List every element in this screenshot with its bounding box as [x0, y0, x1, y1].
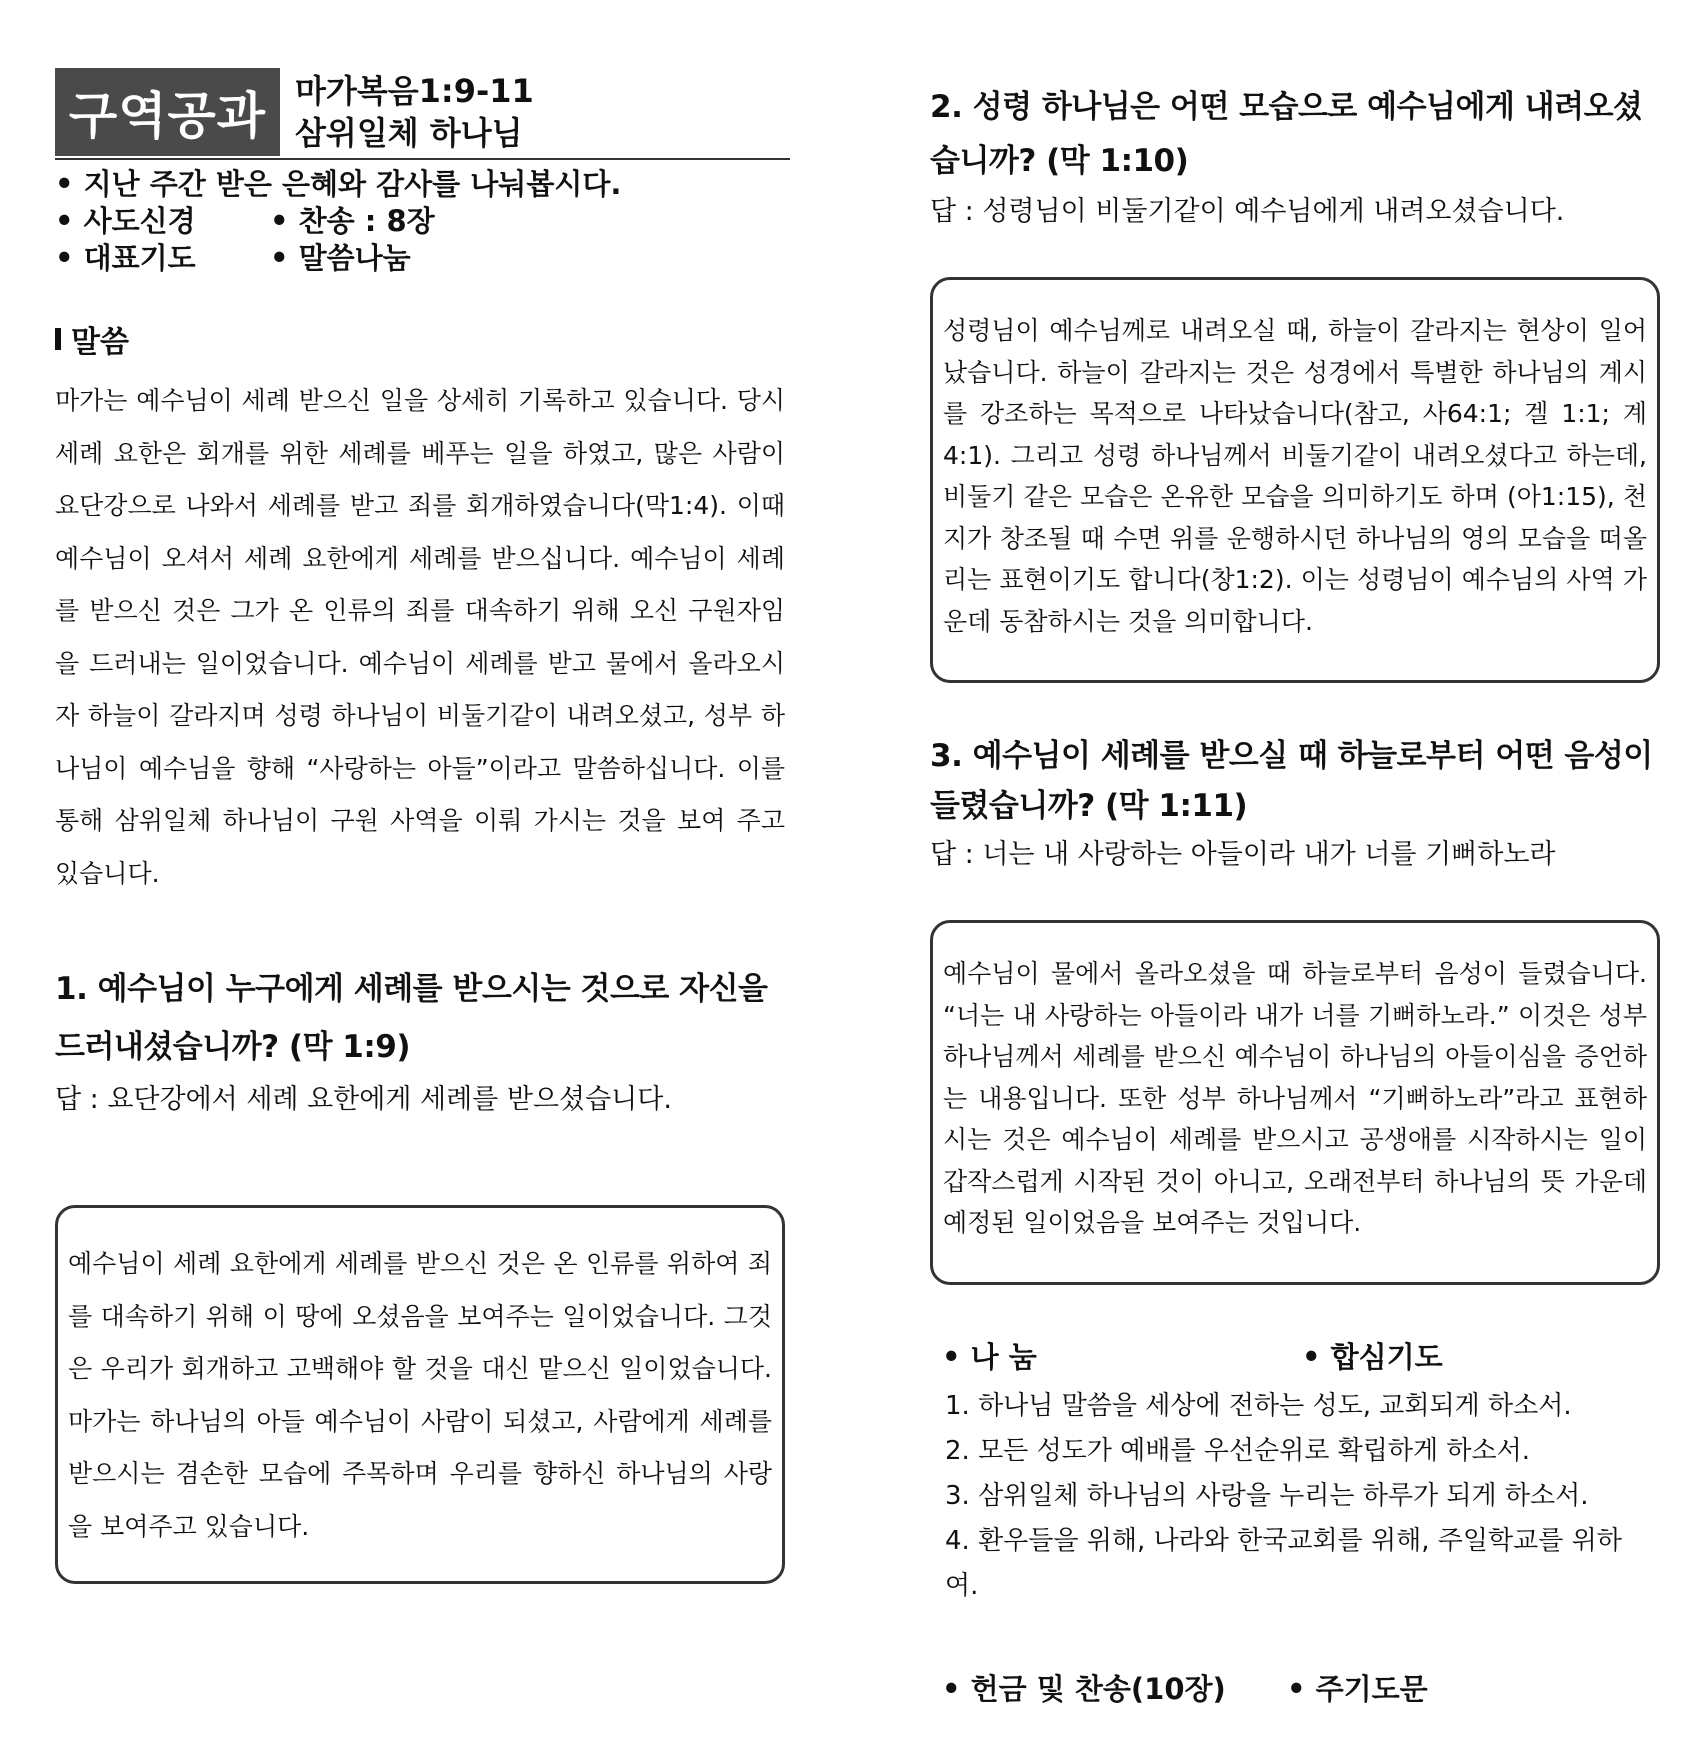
question-2: 2. 성령 하나님은 어떤 모습으로 예수님에게 내려오셨습니까? (막 1:10) — [930, 89, 1643, 179]
prayer-item: 1. 하나님 말씀을 세상에 전하는 성도, 교회되게 하소서. — [945, 1390, 1572, 1421]
lesson-titles — [295, 70, 534, 154]
word-heading — [55, 317, 785, 361]
lesson-header — [55, 68, 790, 160]
note-box-2: 성령님이 예수님께로 내려오실 때, 하늘이 갈라지는 현상이 일어났습니다. 하늘이 갈라지는 것은 성경에서 특별한 하나님의 계시를 강조하는 목적으로 나타났습니다(참고, 사64:1; 겔 1:1; 계4:1). 그리고 성령 하나님께서 비둘기같이 내려오셨다고 하는데, 비둘기 같은 모습은 온유한 모습을 의미하기도 하며 (아1:15), 천지가 창조될 때 수면 위를 운행하시던 하나님의 영의 모습을 떠올리는 표현이기도 합니다(창1:2). 이는 성령님이 예수님의 사역 가운데 동참하시는 것을 의미합니다. — [930, 277, 1660, 683]
order-item-sharing: • 말씀나눔 — [270, 240, 411, 277]
heading-bar-icon — [55, 328, 61, 350]
lesson-title: 삼위일체 하나님 — [295, 114, 523, 152]
closing-header — [930, 1335, 1655, 1376]
answer-1: 답 : 요단강에서 세례 요한에게 세례를 받으셨습니다. — [55, 1084, 672, 1115]
closing-offering: • 헌금 및 찬송(10장) — [942, 1671, 1226, 1706]
closing-sharing: • 나 눔 — [942, 1339, 1037, 1374]
prayer-item: 2. 모든 성도가 예배를 우선순위로 확립하게 하소서. — [945, 1435, 1530, 1466]
note-box-1: 예수님이 세례 요한에게 세례를 받으신 것은 온 인류를 위하여 죄를 대속하기 위해 이 땅에 오셨음을 보여주는 일이었습니다. 그것은 우리가 회개하고 고백해야 할 것을 대신 맡으신 일이었습니다. 마가는 하나님의 아들 예수님이 사람이 되셨고, 사람에게 세례를 받으시는 겸손한 모습에 주목하며 우리를 향하신 하나님의 사랑을 보여주고 있습니다. — [55, 1205, 785, 1584]
prayer-item: 4. 환우들을 위해, 나라와 한국교회를 위해, 주일학교를 위하여. — [945, 1525, 1622, 1601]
closing-lords-prayer: • 주기도문 — [1287, 1671, 1428, 1706]
answer-3: 답 : 너는 내 사랑하는 아들이라 내가 너를 기뻐하노라 — [930, 839, 1556, 870]
question-1: 1. 예수님이 누구에게 세례를 받으시는 것으로 자신을 드러내셨습니까? (막 1:9) — [55, 971, 768, 1065]
note-box-3: 예수님이 물에서 올라오셨을 때 하늘로부터 음성이 들렸습니다. “너는 내 사랑하는 아들이라 내가 너를 기뻐하노라.” 이것은 성부 하나님께서 세례를 받으신 예수님이 하나님의 아들이심을 증언하는 내용입니다. 또한 성부 하나님께서 “기뻐하노라”라고 표현하시는 것은 예수님이 세례를 받으시고 공생애를 시작하시는 일이 갑작스럽게 시작된 것이 아니고, 오래전부터 하나님의 뜻 가운데 예정된 일이었음을 보여주는 것입니다. — [930, 920, 1660, 1285]
order-item-gratitude: • 지난 주간 받은 은혜와 감사를 나눠봅시다. — [55, 166, 621, 203]
lesson-badge: 구역공과 — [55, 68, 280, 156]
scripture-reference: 마가복음1:9-11 — [295, 72, 534, 110]
order-item-prayer: • 대표기도 — [55, 240, 270, 277]
order-item-creed: • 사도신경 — [55, 203, 270, 240]
closing-footer — [930, 1667, 1655, 1708]
prayer-list — [930, 1384, 1655, 1609]
question-3: 3. 예수님이 세례를 받으실 때 하늘로부터 어떤 음성이 들렸습니까? (막 1:11) — [930, 738, 1653, 824]
closing-unison-prayer: • 합심기도 — [1302, 1339, 1443, 1374]
right-column — [930, 80, 1655, 1708]
left-column — [55, 68, 785, 1584]
order-item-hymn: • 찬송 : 8장 — [270, 203, 435, 240]
answer-2: 답 : 성령님이 비둘기같이 예수님에게 내려오셨습니다. — [930, 196, 1565, 227]
prayer-item: 3. 삼위일체 하나님의 사랑을 누리는 하루가 되게 하소서. — [945, 1480, 1589, 1511]
worship-order — [55, 166, 785, 277]
word-heading-label: 말씀 — [71, 325, 129, 360]
word-text: 마가는 예수님이 세례 받으신 일을 상세히 기록하고 있습니다. 당시 세례 요한은 회개를 위한 세례를 베푸는 일을 하였고, 많은 사람이 요단강으로 나와서 세례를 받고 죄를 회개하였습니다(막1:4). 이때 예수님이 오셔서 세례 요한에게 세례를 받으십니다. 예수님이 세례를 받으신 것은 그가 온 인류의 죄를 대속하기 위해 오신 구원자임을 드러내는 일이었습니다. 예수님이 세례를 받고 물에서 올라오시자 하늘이 갈라지며 성령 하나님이 비둘기같이 내려오셨고, 성부 하나님이 예수님을 향해 “사랑하는 아들”이라고 말씀하십니다. 이를 통해 삼위일체 하나님이 구원 사역을 이뤄 가시는 것을 보여 주고 있습니다. — [55, 386, 785, 888]
